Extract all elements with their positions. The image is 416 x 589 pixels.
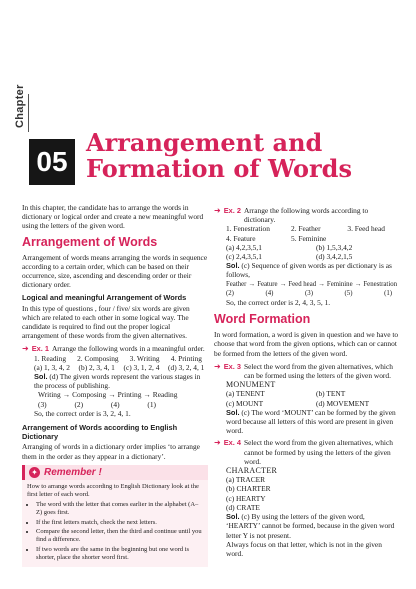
example-label: Ex. 4 xyxy=(223,438,241,448)
remember-intro: How to arrange words according to English Dictionary look at the first letter of each word. xyxy=(27,482,199,499)
word-item: 1. Fenestration xyxy=(226,224,270,234)
right-column xyxy=(214,203,400,558)
section-heading-arrangement: Arrangement of Words xyxy=(22,234,158,249)
example-question: Select the word from the given alternatives, which cannot be formed by using the letters of the given word. xyxy=(243,438,393,466)
given-word: MONUMENT xyxy=(226,380,276,390)
chain-item: Feature xyxy=(257,280,278,288)
arrow-icon: ➜ xyxy=(22,344,29,354)
example-question: Arrange the following words according to dictionary. xyxy=(243,206,369,225)
chain-arrow: → xyxy=(279,280,287,288)
section-heading-word-formation: Word Formation xyxy=(214,312,311,327)
option-d: (d) MOVEMENT xyxy=(316,398,370,408)
chain-number: (4) xyxy=(265,289,274,297)
arrangement-paragraph: Arrangement of words means arranging the words in sequence according to a certain order, which can be based on their occurrence, size, ascending and descending order or their dictionary order. xyxy=(22,252,208,290)
chain-item: Composing xyxy=(72,390,107,400)
bulb-icon: ✦ xyxy=(29,467,40,478)
solution-label: Sol. xyxy=(34,372,48,382)
example-solution xyxy=(22,372,208,390)
example-question: Arrange the following words in a meaningful order. xyxy=(51,344,205,354)
word-item: 2. Feather xyxy=(291,224,321,234)
remember-point: • If the first letters match, check the next letters. xyxy=(36,519,203,527)
logical-paragraph: In this type of questions , four / five/ six words are given which are related to each other in some logical way. The candidate is required to find out the proper logical arrangement of these words from the given alternatives. xyxy=(22,303,190,341)
chain-arrow: → xyxy=(143,390,151,400)
chain-number: (1) xyxy=(147,399,156,409)
remember-title: Remember ! xyxy=(44,466,102,478)
option-a: (a) TRACER xyxy=(226,475,266,485)
remember-header xyxy=(22,465,208,480)
arrow-icon: ➜ xyxy=(214,438,221,448)
left-column xyxy=(22,203,208,567)
sequence-chain xyxy=(214,280,400,298)
word-item: 4. Feature xyxy=(226,233,256,243)
remember-point: • The word with the letter that comes earlier in the alphabet (A–Z) goes first. xyxy=(36,501,203,518)
title-line-1: Arrangement and xyxy=(86,128,323,157)
sequence-chain xyxy=(22,390,208,408)
example-3 xyxy=(214,362,400,436)
arrow-icon: ➜ xyxy=(214,361,221,371)
option-c: (c) 3, 1, 2, 4 xyxy=(123,362,160,372)
example-1 xyxy=(22,344,208,418)
solution-text: (c) By using the letters of the given word, ‘HEARTY’ cannot be formed, because in the given word letter Y is not present. xyxy=(226,512,395,540)
example-options xyxy=(214,389,400,407)
chapter-divider xyxy=(28,94,29,132)
chapter-number: 05 xyxy=(29,139,75,185)
word-item xyxy=(347,234,400,243)
intro-paragraph: In this chapter, the candidate has to arrange the words in dictionary or logical order and create a new meaningful word using the letters of the given word. xyxy=(22,203,204,231)
given-word: CHARACTER xyxy=(226,466,278,476)
solution-text: (d) The given words represent the various stages in the process of publishing. xyxy=(34,372,201,391)
example-words xyxy=(22,354,208,363)
chain-item: Printing xyxy=(117,390,142,400)
example-conclusion: So, the correct order is 3, 2, 4, 1. xyxy=(34,408,131,418)
chain-number: (2) xyxy=(226,289,234,297)
remember-point: • Compare the second letter, then the third and continue until you find a difference. xyxy=(36,528,203,545)
chain-item: Writing xyxy=(38,390,61,400)
option-b: (b) CHARTER xyxy=(226,484,271,494)
example-solution xyxy=(214,408,400,436)
example-solution xyxy=(214,512,400,540)
option-c: (c) HEARTY xyxy=(226,493,266,503)
arrow-icon: ➜ xyxy=(214,206,221,215)
example-label: Ex. 3 xyxy=(223,361,241,371)
chain-number: (5) xyxy=(344,289,353,297)
example-words xyxy=(214,224,400,242)
solution-text: (c) Sequence of given words as per dictionary is as follows, xyxy=(226,261,392,280)
chapter-title xyxy=(86,130,406,182)
chain-item: Feed head xyxy=(288,280,317,288)
chain-number: (3) xyxy=(38,399,47,409)
title-line-2: Formation of Words xyxy=(86,154,352,183)
remember-list xyxy=(27,501,203,563)
option-c: (c) MOUNT xyxy=(226,398,264,408)
example-conclusion: So, the correct order is 2, 4, 3, 5, 1. xyxy=(226,298,331,308)
option-a: (a) 4,2,3,5,1 xyxy=(226,242,262,252)
solution-label: Sol. xyxy=(226,261,240,271)
remember-point: • If two words are the same in the beginning but one word is shorter, place the shorter word first. xyxy=(36,546,203,563)
example-label: Ex. 1 xyxy=(31,344,49,354)
chain-number: (1) xyxy=(384,289,392,297)
example-conclusion: Always focus on that letter, which is not in the given word. xyxy=(226,539,382,558)
word-item: 4. Printing xyxy=(170,353,202,363)
option-d: (d) CRATE xyxy=(226,502,260,512)
example-label: Ex. 2 xyxy=(223,206,241,215)
example-options xyxy=(214,475,400,512)
chain-item: Feather xyxy=(226,280,247,288)
option-d: (d) 3, 2, 4, 1 xyxy=(168,362,205,372)
subheading-logical: Logical and meaningful Arrangement of Words xyxy=(22,293,187,303)
dictionary-paragraph: Arranging of words in a dictionary order implies ‘to arrange them in the order as they appear in a dictionary’. xyxy=(22,442,200,461)
solution-text: (c) The word ‘MOUNT’ can be formed by the given word because all letters of this word are present in given word. xyxy=(226,407,396,436)
example-options xyxy=(22,363,208,372)
word-item: 2. Composing xyxy=(77,353,119,363)
word-item: 3. Feed head xyxy=(347,224,385,234)
chapter-label: Chapter xyxy=(14,84,26,128)
example-2 xyxy=(214,206,400,307)
word-item: 3. Writing xyxy=(129,353,160,363)
option-a: (a) 1, 3, 4, 2 xyxy=(34,362,70,372)
option-d: (d) 3,4,2,1,5 xyxy=(316,252,353,262)
chain-item: Reading xyxy=(152,390,178,400)
chain-number: (3) xyxy=(305,289,313,297)
chain-arrow: → xyxy=(248,280,256,288)
option-a: (a) TENENT xyxy=(226,389,265,399)
chain-item: Feminine xyxy=(326,280,353,288)
chain-arrow: → xyxy=(318,280,325,288)
option-b: (b) 1,5,3,4,2 xyxy=(316,242,353,252)
option-c: (c) 2,4,3,5,1 xyxy=(226,252,262,262)
example-4 xyxy=(214,438,400,558)
remember-box xyxy=(22,480,208,567)
chain-item: Fenestration xyxy=(363,280,398,288)
solution-label: Sol. xyxy=(226,512,240,522)
chain-arrow: → xyxy=(354,280,362,288)
example-solution xyxy=(214,261,400,279)
example-options xyxy=(214,243,400,261)
word-item: 5. Feminine xyxy=(291,233,327,243)
option-b: (b) TENT xyxy=(316,389,346,399)
word-formation-paragraph: In word formation, a word is given in question and we have to choose that word from the given options, which can or cannot be formed from the letters of the given word. xyxy=(214,330,399,358)
solution-label: Sol. xyxy=(226,407,240,417)
chain-arrow: → xyxy=(62,390,71,400)
chain-number: (2) xyxy=(74,399,84,409)
subheading-dictionary: Arrangement of Words according to English Dictionary xyxy=(22,423,178,442)
chain-number: (4) xyxy=(110,399,120,409)
option-b: (b) 2, 3, 4, 1 xyxy=(78,362,115,372)
chain-arrow: → xyxy=(108,390,116,400)
example-question: Select the word from the given alternatives, which can be formed using the letters of the given word. xyxy=(243,361,393,381)
word-item: 1. Reading xyxy=(34,353,67,363)
